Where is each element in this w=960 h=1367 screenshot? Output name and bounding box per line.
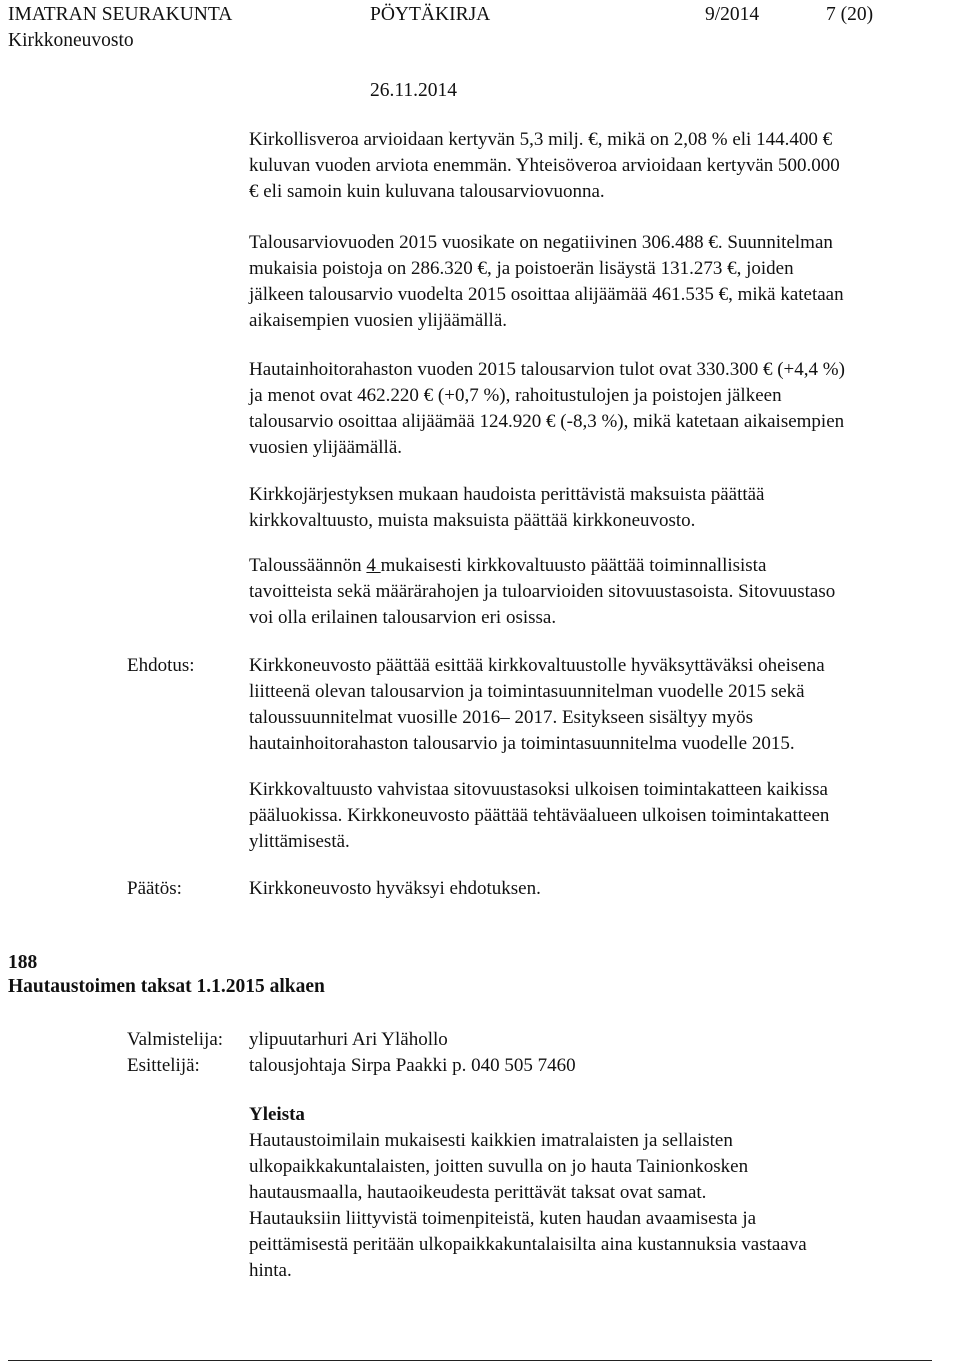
section-number: 188 <box>8 952 38 973</box>
header-doc-type: PÖYTÄKIRJA <box>370 4 491 25</box>
decision-label: Päätös: <box>127 878 182 899</box>
footer-divider <box>8 1360 932 1361</box>
proposal-label: Ehdotus: <box>127 655 195 676</box>
header-date: 26.11.2014 <box>370 80 458 101</box>
general-text: Hautaustoimilain mukaisesti kaikkien imatralaisten ja sellaisten ulkopaikkakuntalaisten, joitten suvulla on jo hauta Tainionkosken hautausmaalla, hautaoikeudesta perittävät taksat ovat samat. Hautauksiin liittyvistä toimenpiteistä, kuten haudan avaamisesta ja peittämisestä peritään ulkopaikkakuntalaisilta aina kustannuksia vastaava hinta. <box>249 1130 807 1281</box>
presenter-value: talousjohtaja Sirpa Paakki p. 040 505 7460 <box>249 1055 576 1076</box>
preparer-value: ylipuutarhuri Ari Ylähollo <box>249 1029 448 1050</box>
section-title: Hautaustoimen taksat 1.1.2015 alkaen <box>8 976 325 997</box>
decision-text: Kirkkoneuvosto hyväksyi ehdotuksen. <box>249 878 541 899</box>
paragraph-fees: Kirkkojärjestyksen mukaan haudoista perittävistä maksuista päättää kirkkovaltuusto, muista maksuista päättää kirkkoneuvosto. <box>249 484 765 531</box>
general-heading: Yleista <box>249 1104 305 1125</box>
paragraph-confirmation: Kirkkovaltuusto vahvistaa sitovuustasoksi ulkoisen toimintakatteen kaikissa pääluokissa. Kirkkoneuvosto päättää tehtäväalueen ulkoisen toimintakatteen ylittämisestä. <box>249 779 830 852</box>
p5-underlined: 4 <box>366 555 381 576</box>
header-organization: IMATRAN SEURAKUNTA <box>8 4 233 25</box>
header-number: 9/2014 <box>705 4 760 25</box>
proposal-text: Kirkkoneuvosto päättää esittää kirkkovaltuustolle hyväksyttäväksi oheisena liitteenä olevan talousarvion ja toimintasuunnitelman vuodelle 2015 sekä taloussuunnitelmat vuosille 2016– 2017. Esitykseen sisältyy myös hautainhoitorahaston talousarvio ja toimintasuunnitelma vuodelle 2015. <box>249 655 825 754</box>
paragraph-binding-levels <box>249 553 954 631</box>
presenter-label: Esittelijä: <box>127 1055 200 1076</box>
paragraph-cemetery-fund: Hautainhoitorahaston vuoden 2015 talousarvion tulot ovat 330.300 € (+4,4 %) ja menot ovat 462.220 € (+0,7 %), rahoitustulojen ja poistojen jälkeen talousarvio osoittaa alijäämää 124.920 € (-8,3 %), mikä katetaan aikaisempien vuosien ylijäämällä. <box>249 359 845 458</box>
paragraph-church-tax: Kirkollisveroa arvioidaan kertyvän 5,3 milj. €, mikä on 2,08 % eli 144.400 € kuluvan vuoden arviota enemmän. Yhteisöveroa arvioidaan kertyvän 500.000 € eli samoin kuin kuluvana talousarviovuonna. <box>249 129 840 202</box>
header-page: 7 (20) <box>826 4 874 25</box>
preparer-label: Valmistelija: <box>127 1029 224 1050</box>
header-body: Kirkkoneuvosto <box>8 30 134 51</box>
p5-post: mukaisesti kirkkovaltuusto päättää toiminnallisista tavoitteista sekä määrärahojen ja tuloarvioiden sitovuustasoista. Sitovuustaso voi olla erilainen talousarvion eri osissa. <box>249 555 836 628</box>
p5-pre: Taloussäännön <box>249 555 367 576</box>
paragraph-budget-result: Talousarviovuoden 2015 vuosikate on negatiivinen 306.488 €. Suunnitelman mukaisia poistoja on 286.320 €, ja poistoerän lisäystä 131.273 €, joiden jälkeen talousarvio vuodelta 2015 osoittaa alijäämää 461.535 €, mikä katetaan aikaisempien vuosien ylijäämällä. <box>249 232 844 331</box>
